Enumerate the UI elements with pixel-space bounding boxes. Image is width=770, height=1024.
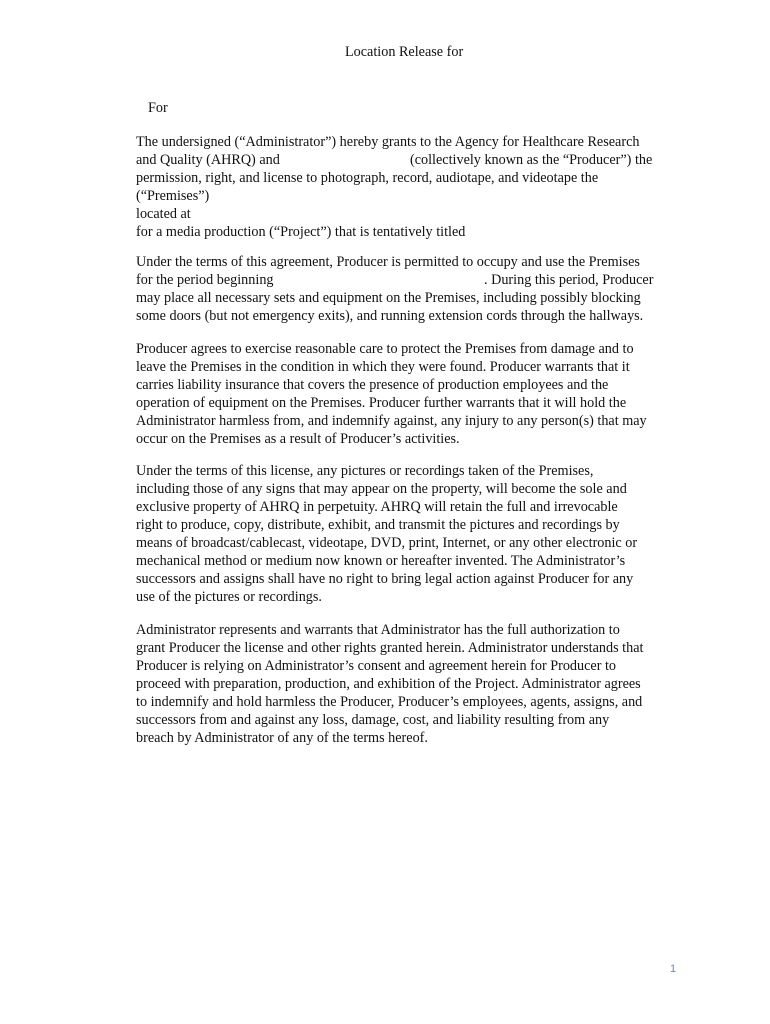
paragraph-line: . During this period, Producer bbox=[484, 272, 654, 288]
paragraph-line: Producer is relying on Administrator’s consent and agreement herein for Producer to bbox=[136, 658, 617, 674]
paragraph-line: Under the terms of this license, any pictures or recordings taken of the Premises, bbox=[136, 463, 594, 479]
paragraph-line: may place all necessary sets and equipment on the Premises, including possibly blocking bbox=[136, 290, 641, 306]
paragraph-line: carries liability insurance that covers the presence of production employees and the bbox=[136, 377, 609, 393]
paragraph-line: breach by Administrator of any of the terms hereof. bbox=[136, 730, 428, 746]
paragraph-line: Administrator harmless from, and indemnify against, any injury to any person(s) that may bbox=[136, 413, 647, 429]
paragraph-line: operation of equipment on the Premises. Producer further warrants that it will hold the bbox=[136, 395, 627, 411]
paragraph-line: Administrator represents and warrants that Administrator has the full authorization to bbox=[136, 622, 620, 638]
paragraph-line: The undersigned (“Administrator”) hereby grants to the Agency for Healthcare Research bbox=[136, 134, 640, 150]
paragraph-line: Producer agrees to exercise reasonable care to protect the Premises from damage and to bbox=[136, 341, 634, 357]
paragraph-line: successors from and against any loss, damage, cost, and liability resulting from any bbox=[136, 712, 610, 728]
paragraph-line: right to produce, copy, distribute, exhibit, and transmit the pictures and recordings by bbox=[136, 517, 620, 533]
for-label: For bbox=[148, 100, 168, 116]
paragraph-line: Under the terms of this agreement, Producer is permitted to occupy and use the Premises bbox=[136, 254, 640, 270]
paragraph-line: mechanical method or medium now known or hereafter invented. The Administrator’s bbox=[136, 553, 626, 569]
paragraph-line: grant Producer the license and other rights granted herein. Administrator understands that bbox=[136, 640, 644, 656]
paragraph-line: permission, right, and license to photograph, record, audiotape, and videotape the bbox=[136, 170, 599, 186]
paragraph-line: (“Premises”) bbox=[136, 188, 210, 204]
paragraph-line: for a media production (“Project”) that is tentatively titled bbox=[136, 224, 466, 240]
page-number: 1 bbox=[670, 963, 677, 975]
document-title: Location Release for bbox=[345, 44, 464, 60]
paragraph-line: some doors (but not emergency exits), and running extension cords through the hallways. bbox=[136, 308, 644, 324]
paragraph-line: to indemnify and hold harmless the Producer, Producer’s employees, agents, assigns, and bbox=[136, 694, 643, 710]
paragraph-line: (collectively known as the “Producer”) the bbox=[410, 152, 653, 168]
paragraph-line: use of the pictures or recordings. bbox=[136, 589, 322, 605]
paragraph-line: means of broadcast/cablecast, videotape, DVD, print, Internet, or any other electronic or bbox=[136, 535, 638, 551]
paragraph-line: occur on the Premises as a result of Producer’s activities. bbox=[136, 431, 460, 447]
paragraph-line: proceed with preparation, production, and exhibition of the Project. Administrator agrees bbox=[136, 676, 641, 692]
paragraph-line: exclusive property of AHRQ in perpetuity. AHRQ will retain the full and irrevocable bbox=[136, 499, 618, 515]
paragraph-line: located at bbox=[136, 206, 191, 222]
paragraph-line: for the period beginning bbox=[136, 272, 274, 288]
paragraph-line: including those of any signs that may appear on the property, will become the sole and bbox=[136, 481, 627, 497]
paragraph-line: leave the Premises in the condition in which they were found. Producer warrants that it bbox=[136, 359, 630, 375]
paragraph-line: and Quality (AHRQ) and bbox=[136, 152, 280, 168]
paragraph-line: successors and assigns shall have no right to bring legal action against Producer for any bbox=[136, 571, 634, 587]
